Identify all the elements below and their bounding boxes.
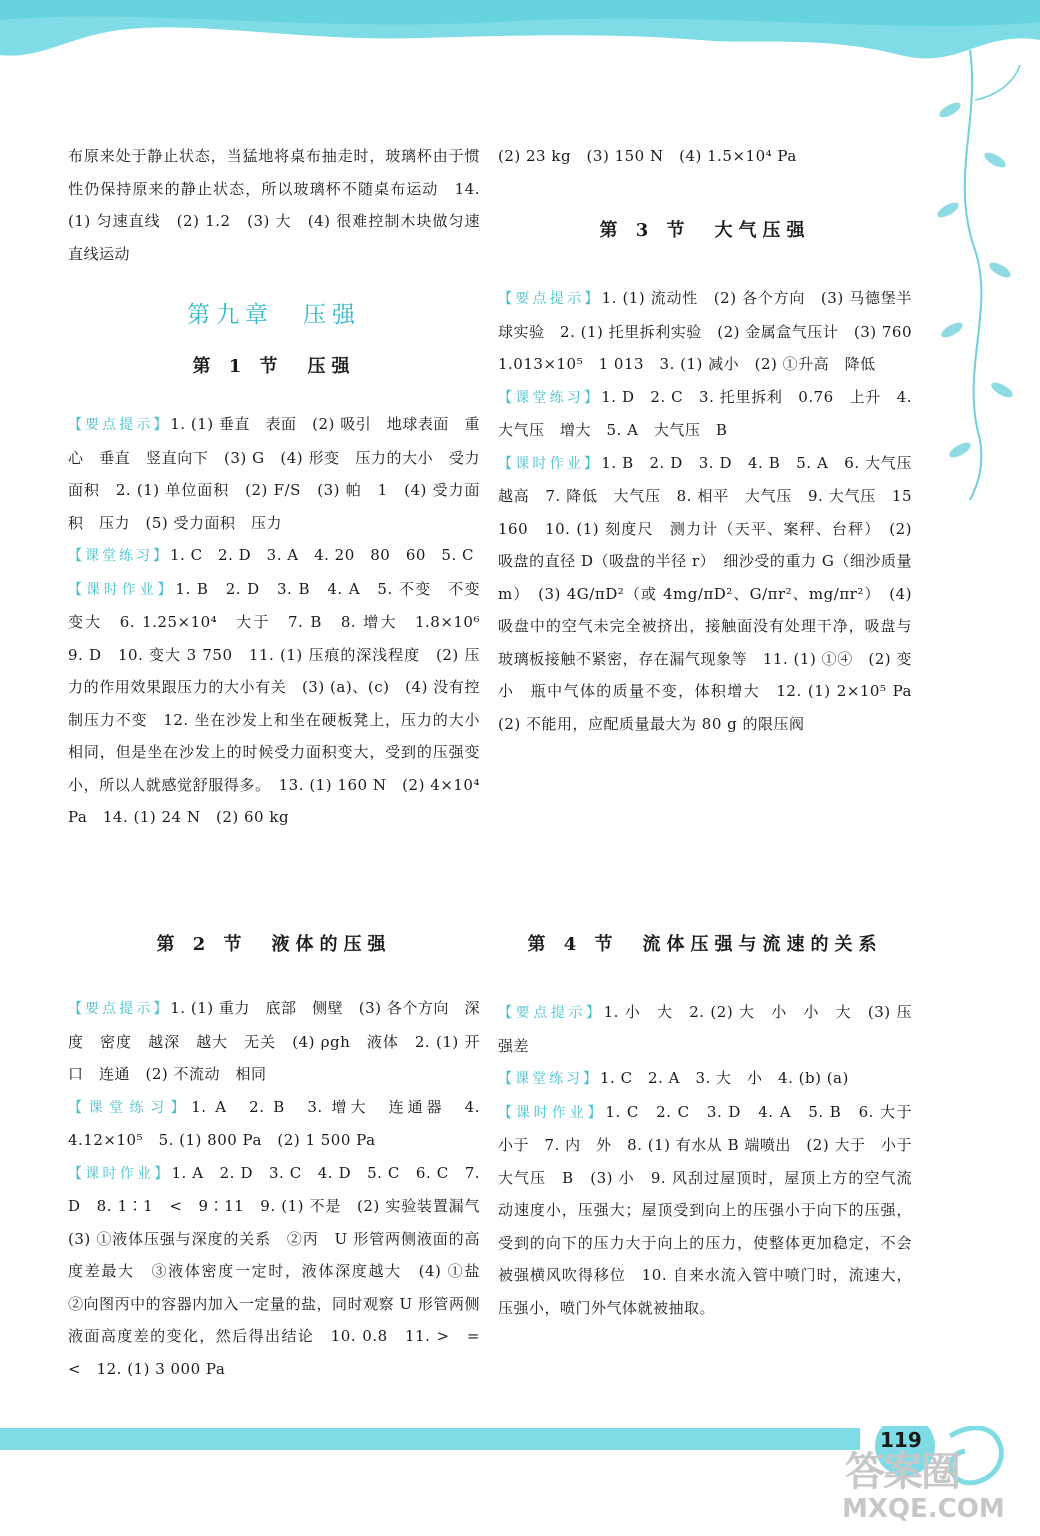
s4-points-text: 1. 小 大 2. (2) 大 小 小 大 (3) 压强差: [498, 1003, 913, 1055]
s3-homework-para: [498, 447, 928, 741]
s2-class-para: [68, 1091, 480, 1157]
page-number: 119: [880, 1428, 922, 1452]
s1-points-text: 1. (1) 垂直 表面 (2) 吸引 地球表面 重心 垂直 竖直向下 (3) G (4) 形变 压力的大小 受力面积 2. (1) 单位面积 (2) F/S (3) 帕 1 (4) 受力面积 压力 (5) 受力面积 压力: [68, 415, 480, 532]
class-practice-tag: 【课堂练习】: [68, 1099, 192, 1116]
s2-points-para: [68, 992, 480, 1091]
section-2-answers: [68, 992, 496, 1385]
s3-class-para: [498, 381, 912, 447]
s4-class-para: [498, 1062, 912, 1096]
s1-homework-text: 1. B 2. D 3. B 4. A 5. 不变 不变 变大 6. 1.25×10⁴ 大于 7. B 8. 增大 1.8×10⁶ 9. D 10. 变大 3 750 11. (1) 压痕的深浅程度 (2) 压力的作用效果跟压力的大小有关 (3) (a)、(c) (4) 没有控制压力不变 12. 坐在沙发上和坐在硬板凳上，压力的大小相同，但是坐在沙发上的时候受力面积变大，受到的压强变小，所以人就感觉舒服得多。 13. (1) 160 N (2) 4×10⁴ Pa 14. (1) 24 N (2) 60 kg: [68, 579, 496, 826]
s4-points-para: [498, 996, 912, 1062]
chapter-title: 第九章 压强: [187, 302, 361, 328]
section-title-2: 第 2 节 液体的压强: [156, 934, 392, 955]
homework-tag: 【课时作业】: [498, 1104, 606, 1121]
section-3-answers: [498, 282, 928, 740]
section-4-answers: [498, 996, 928, 1324]
section-1-answers: [68, 408, 496, 834]
homework-tag: 【课时作业】: [68, 581, 176, 598]
homework-tag: 【课时作业】: [498, 455, 602, 472]
s3-points-para: [498, 282, 928, 381]
top-wave-band: [0, 0, 1040, 110]
s1-points-para: [68, 408, 480, 539]
s4-homework-text: 1. C 2. C 3. D 4. A 5. B 6. 大于 小于 7. 内 外 8. (1) 有水从 B 端喷出 (2) 大于 小于 大气压 B (3) 小 9. 风刮过屋顶时，屋顶上方的空气流动速度小，压强大；屋顶受到向上的压强小于向下的压强，受到的向下的压力大于向上的压力，使整体更加稳定，不会被强横风吹得移位 10. 自来水流入管中喷门时，流速大，压强小，喷门外气体就被抽取。: [498, 1102, 928, 1317]
s1-class-text: 1. C 2. D 3. A 4. 20 80 60 5. C: [170, 546, 474, 564]
section-title-3: 第 3 节 大气压强: [599, 220, 811, 241]
watermark-logo: 答案圈: [845, 1449, 959, 1495]
class-practice-tag: 【课堂练习】: [68, 548, 170, 564]
section-title-1: 第 1 节 压强: [192, 356, 356, 377]
homework-tag: 【课时作业】: [68, 1165, 172, 1182]
points-tag: 【要点提示】: [68, 1001, 171, 1017]
s2-points-text: 1. (1) 重力 底部 侧壁 (3) 各个方向 深度 密度 越深 越大 无关 (4) ρgh 液体 2. (1) 开口 连通 (2) 不流动 相同: [68, 999, 480, 1083]
s2-class-text: 1. A 2. B 3. 增大 连通器 4. 4.12×10⁵ 5. (1) 800 Pa (2) 1 500 Pa: [68, 1097, 480, 1149]
class-practice-tag: 【课堂练习】: [498, 389, 602, 406]
s3-class-text: 1. D 2. C 3. 托里拆利 0.76 上升 4. 大气压 增大 5. A 大气压 B: [498, 387, 912, 439]
s2-homework-text: 1. A 2. D 3. C 4. D 5. C 6. C 7. D 8. 1∶1 < 9∶11 9. (1) 不是 (2) 实验装置漏气 (3) ①液体压强与深度的关系 ②丙 U 形管两侧液面的高度差最大 ③液体密度一定时，液体深度越大 (4) ①盐 ②向图丙中的容器内加入一定量的盐，同时观察 U 形管两侧液面高度差的变化，然后得出结论 10. 0.8 11. > = < 12. (1) 3 000 Pa: [68, 1163, 496, 1378]
s1-class-para: [68, 539, 480, 573]
points-tag: 【要点提示】: [498, 1005, 604, 1021]
section-title-4: 第 4 节 流体压强与流速的关系: [527, 934, 883, 955]
points-tag: 【要点提示】: [68, 417, 171, 433]
s3-homework-text: 1. B 2. D 3. D 4. B 5. A 6. 大气压 越高 7. 降低 大气压 8. 相平 大气压 9. 大气压 15 160 10. (1) 刻度尺 测力计（天平、案秤、台秤） (2) 吸盘的直径 D（吸盘的半径 r） 细沙受的重力 G（细沙质量 m） (3) 4G/πD²（或 4mg/πD²、G/πr²、mg/πr²） (4) 吸盘中的空气未完全被挤出，接触面没有处理干净，吸盘与玻璃板接触不紧密，存在漏气现象等 11. (1) ①④ (2) 变小 瓶中气体的质量不变，体积增大 12. (1) 2×10⁵ Pa (2) 不能用，应配质量最大为 80 g 的限压阀: [498, 453, 928, 733]
s3-points-text: 1. (1) 流动性 (2) 各个方向 (3) 马德堡半球实验 2. (1) 托里拆利实验 (2) 金属盒气压计 (3) 760 1.013×10⁵ 1 013 3. (1) 减小 (2) ①升高 降低: [498, 289, 928, 373]
vine-decoration: [920, 40, 1040, 500]
s1-homework-para: [68, 573, 496, 834]
continued-answer-text: 布原来处于静止状态，当猛地将桌布抽走时，玻璃杯由于惯性仍保持原来的静止状态，所以玻璃杯不随桌布运动 14. (1) 匀速直线 (2) 1.2 (3) 大 (4) 很难控制木块做匀速直线运动: [68, 147, 480, 263]
s4-class-text: 1. C 2. A 3. 大 小 4. (b) (a): [600, 1069, 849, 1087]
points-tag: 【要点提示】: [498, 291, 602, 307]
s4-homework-para: [498, 1096, 928, 1325]
class-practice-tag: 【课堂练习】: [498, 1071, 600, 1087]
continued-answer-text-right: (2) 23 kg (3) 150 N (4) 1.5×10⁴ Pa: [498, 147, 797, 165]
watermark-url: MXQE.COM: [842, 1494, 1005, 1524]
s2-homework-para: [68, 1157, 496, 1386]
